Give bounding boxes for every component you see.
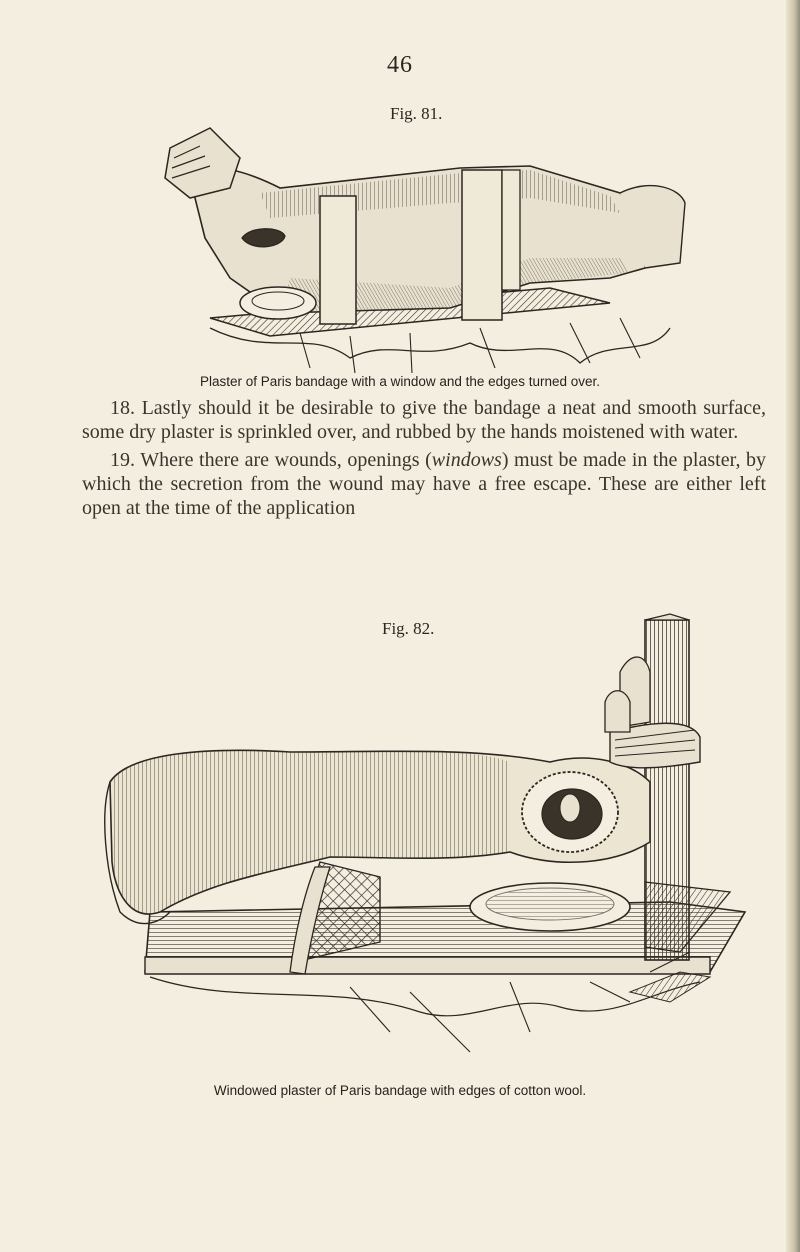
figure-81-label: Fig. 81. bbox=[390, 104, 443, 123]
figure-81-illustration bbox=[150, 118, 690, 376]
paragraph-18 bbox=[82, 396, 766, 444]
paragraph-18-number: 18. bbox=[110, 397, 135, 419]
paragraph-19-number: 19. bbox=[110, 449, 135, 471]
body-text bbox=[82, 396, 766, 524]
figure-82-illustration bbox=[90, 612, 760, 1070]
paragraph-19-text-before: Where there are wounds, openings ( bbox=[140, 449, 432, 471]
figure-82-label: Fig. 82. bbox=[382, 619, 435, 638]
paragraph-19 bbox=[82, 448, 766, 520]
paragraph-19-emphasis: windows bbox=[431, 449, 502, 471]
paragraph-18-text: Lastly should it be desirable to give the bandage a neat and smooth surface, some dry plaster is sprinkled over, and rubbed by the hands moistened with water. bbox=[82, 397, 767, 443]
figure-81-caption: Plaster of Paris bandage with a window and the edges turned over. bbox=[199, 374, 600, 389]
page-edge bbox=[786, 0, 800, 1252]
page-number: 46 bbox=[387, 52, 413, 78]
figure-82-caption: Windowed plaster of Paris bandage with edges of cotton wool. bbox=[213, 1083, 587, 1098]
paragraph-19-text-after: ) must be made in the plaster, by which the secretion from the wound may have a free escape. These are either left open at the time of the application bbox=[82, 449, 767, 519]
